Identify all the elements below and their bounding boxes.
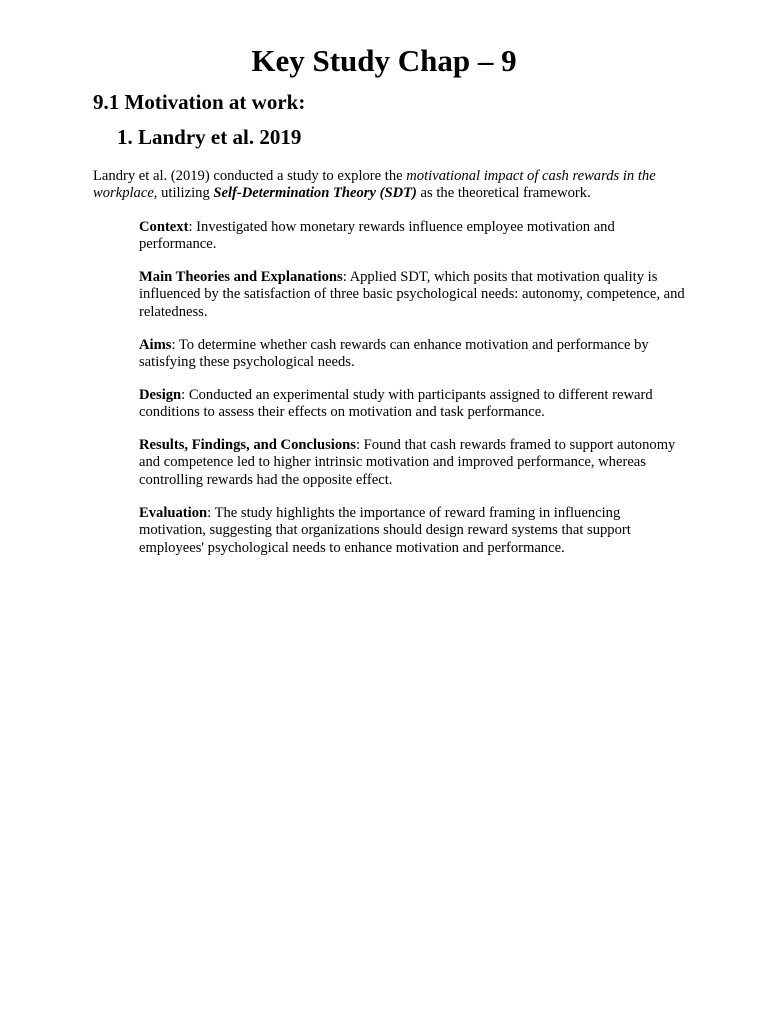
document-title: Key Study Chap – 9 [251, 43, 517, 78]
design-text: : Conducted an experimental study with participants assigned to different reward conditions to assess their effects on motivation and task performance. [139, 387, 653, 421]
context-item [139, 219, 687, 254]
intro-paragraph [93, 168, 683, 203]
theories-text: : Applied SDT, which posits that motivation quality is influenced by the satisfaction of three basic psychological needs: autonomy, competence, and relatedness. [139, 269, 685, 320]
intro-text-middle: , utilizing [153, 185, 214, 202]
results-item [139, 437, 687, 489]
results-text: : Found that cash rewards framed to support autonomy and competence led to higher intrinsic motivation and improved performance, whereas controlling rewards had the opposite effect. [139, 437, 676, 488]
results-label: Results, Findings, and Conclusions [139, 437, 356, 453]
intro-text-end: as the theoretical framework. [416, 185, 591, 202]
evaluation-label: Evaluation [139, 505, 208, 521]
section-heading: 9.1 Motivation at work: [93, 90, 306, 114]
context-text: : Investigated how monetary rewards influence employee motivation and performance. [139, 219, 615, 253]
context-label: Context [139, 219, 189, 235]
intro-text-start: Landry et al. (2019) conducted a study to explore the [93, 168, 407, 184]
evaluation-item [139, 505, 687, 557]
design-item [139, 387, 687, 422]
design-label: Design [139, 387, 182, 403]
study-heading: 1. Landry et al. 2019 [117, 125, 302, 149]
intro-italic-phrase: motivational impact of cash rewards in the workplace [93, 168, 656, 202]
theories-item [139, 269, 687, 321]
theories-label: Main Theories and Explanations [139, 269, 343, 285]
aims-label: Aims [139, 337, 172, 353]
evaluation-text: : The study highlights the importance of reward framing in influencing motivation, suggesting that organizations should design reward systems that support employees' psychological needs to enhance motivation and performance. [139, 505, 631, 556]
aims-item [139, 337, 687, 372]
intro-theory-name: Self-Determination Theory (SDT) [213, 185, 417, 202]
aims-text: : To determine whether cash rewards can enhance motivation and performance by satisfying these psychological needs. [139, 337, 649, 371]
